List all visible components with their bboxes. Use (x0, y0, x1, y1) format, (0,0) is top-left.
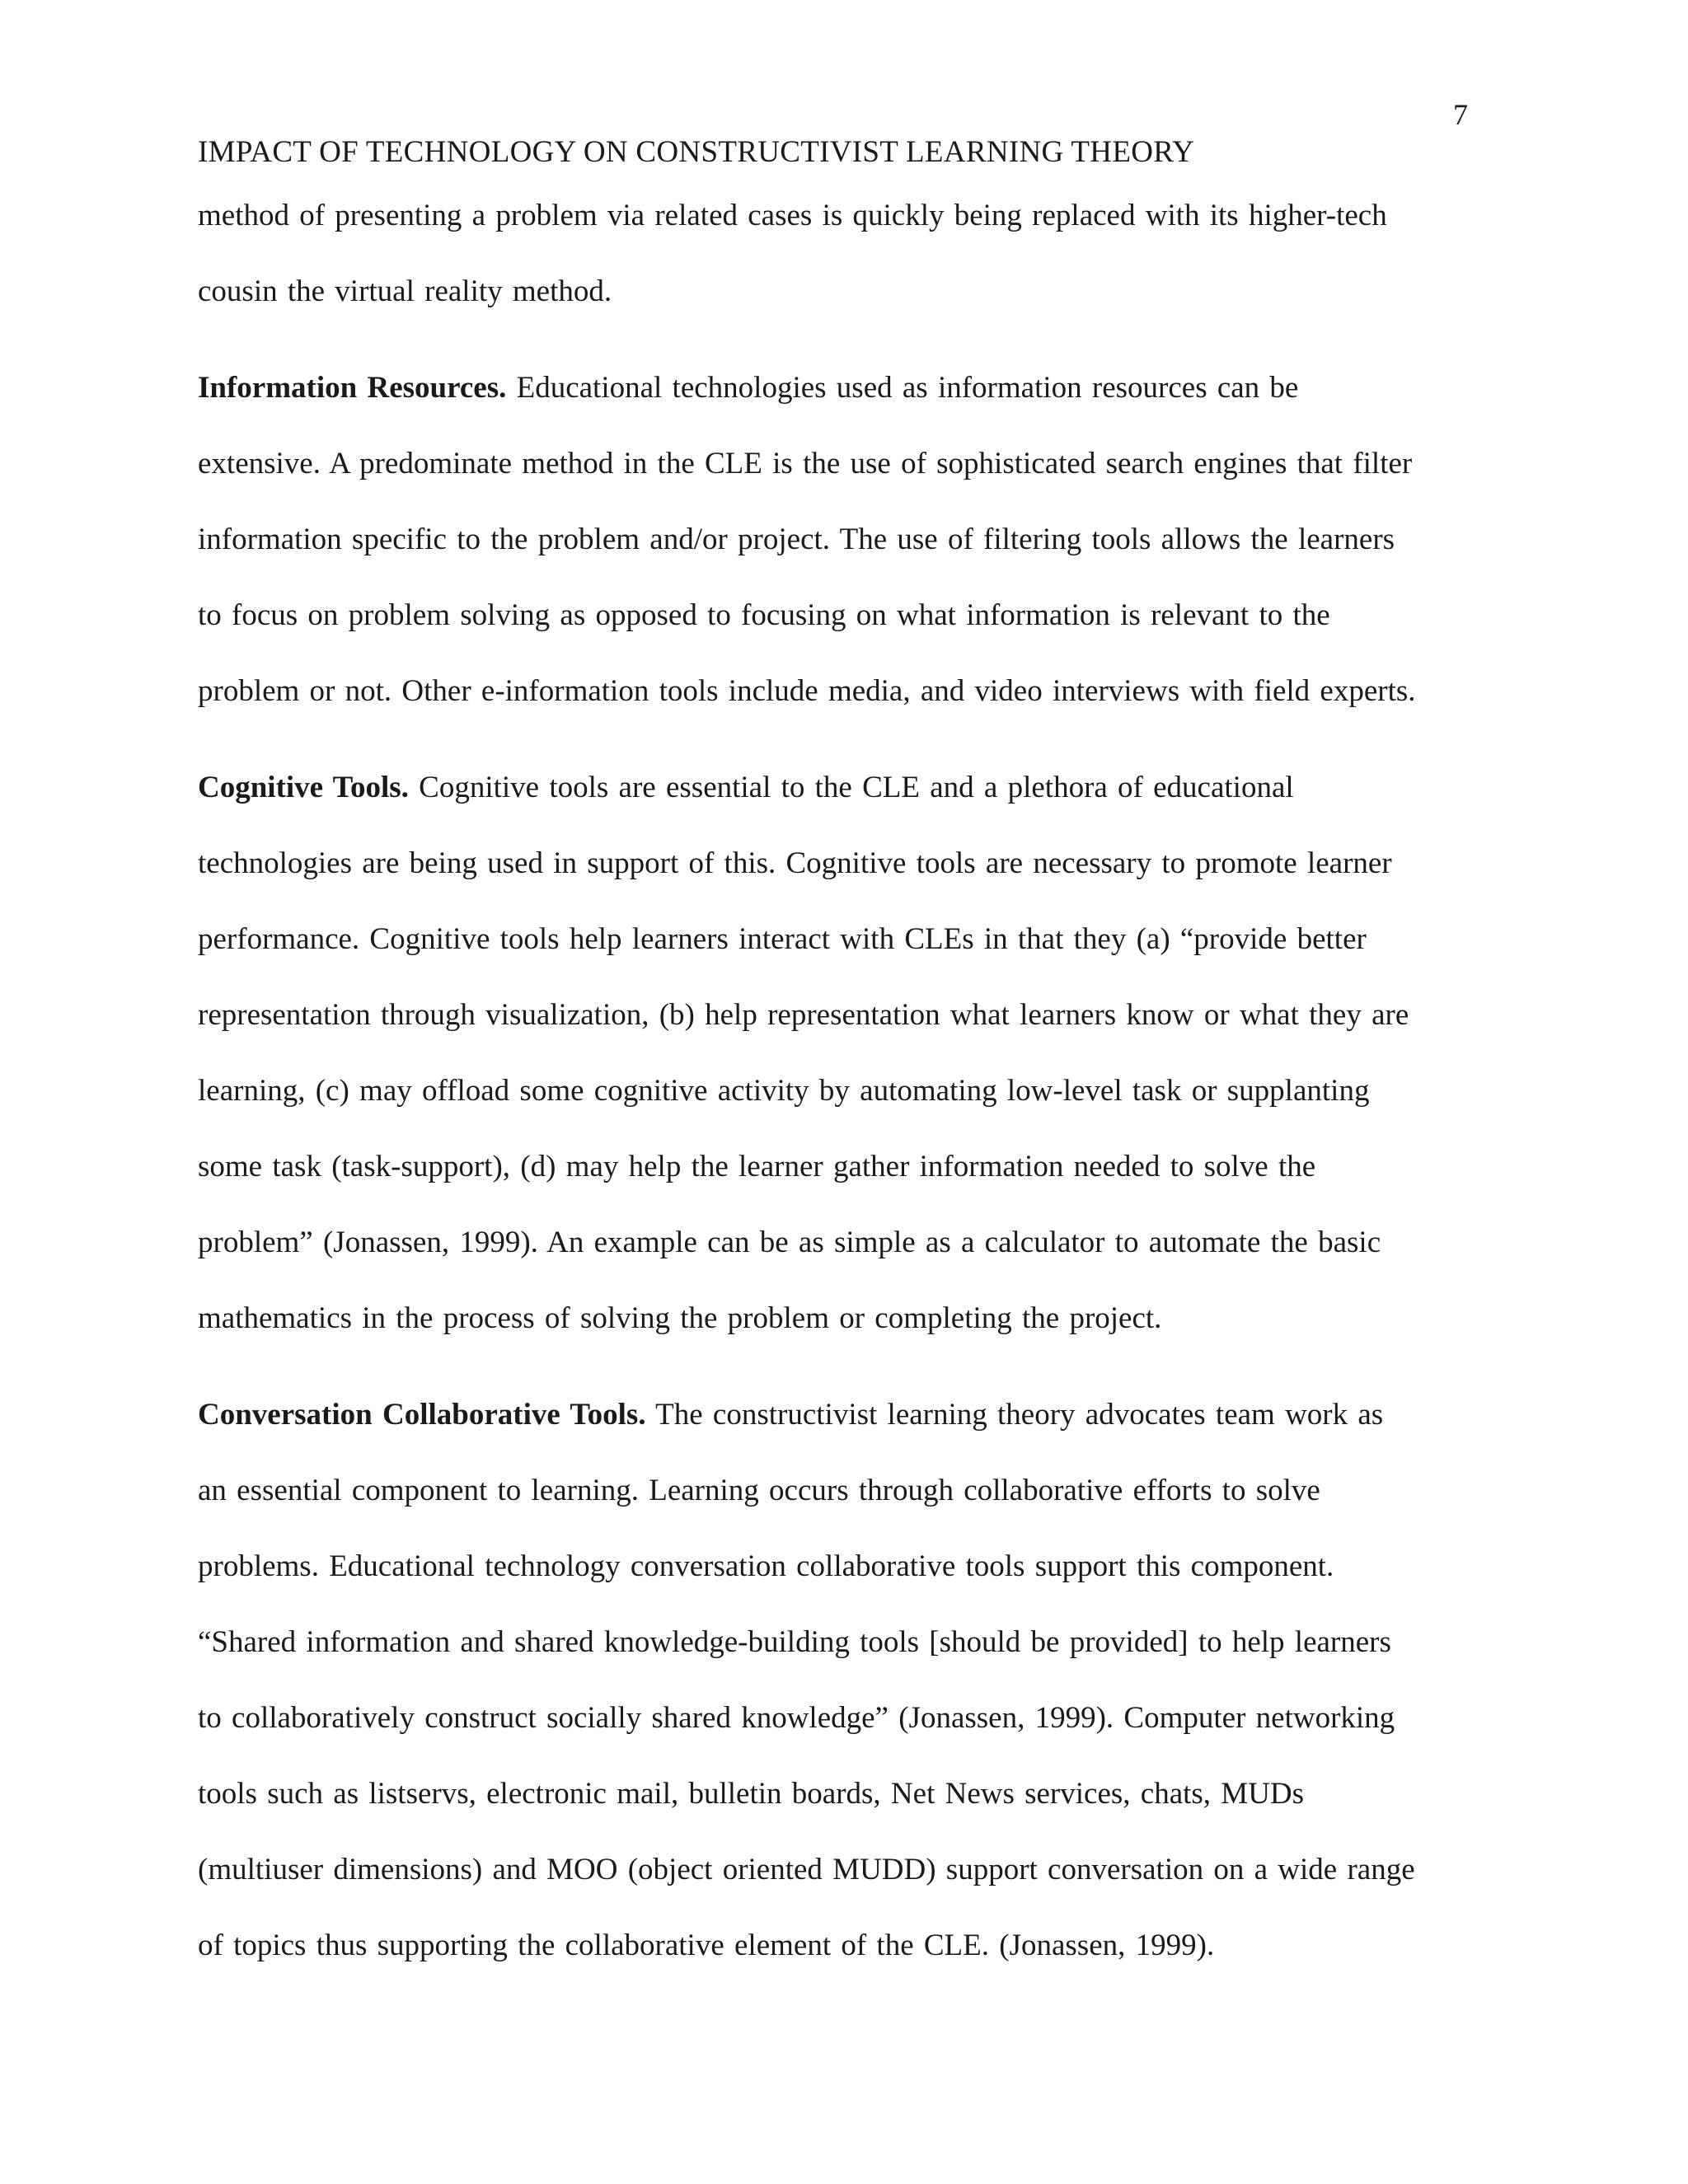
section-heading: Information Resources. (198, 371, 507, 405)
text-line: representation through visualization, (b) help representation what learners know or what they are (198, 998, 1409, 1032)
text-line: problem” (Jonassen, 1999). An example can be as simple as a calculator to automate the basic (198, 1226, 1381, 1259)
text-line: tools such as listservs, electronic mail, bulletin boards, Net News services, chats, MUDs (198, 1777, 1305, 1811)
document-body (198, 192, 1484, 1998)
section-heading: Conversation Collaborative Tools. (198, 1398, 646, 1432)
text-line: method of presenting a problem via related cases is quickly being replaced with its higher-tech (198, 199, 1387, 232)
running-head: IMPACT OF TECHNOLOGY ON CONSTRUCTIVIST LEARNING THEORY (198, 135, 1195, 169)
text-line: problems. Educational technology conversation collaborative tools support this component. (198, 1549, 1334, 1583)
text-line: some task (task-support), (d) may help the learner gather information needed to solve the (198, 1150, 1316, 1183)
text-line: performance. Cognitive tools help learners interact with CLEs in that they (a) “provide better (198, 922, 1367, 956)
text-line: extensive. A predominate method in the CLE is the use of sophisticated search engines that filter (198, 447, 1413, 480)
text-line: to collaboratively construct socially shared knowledge” (Jonassen, 1999). Computer networking (198, 1701, 1395, 1735)
text-line: The constructivist learning theory advocates team work as (645, 1398, 1384, 1432)
section-information-resources (198, 364, 1484, 764)
section-heading: Cognitive Tools. (198, 771, 409, 804)
text-line: learning, (c) may offload some cognitive activity by automating low-level task or supplanting (198, 1074, 1370, 1108)
section-conversation-collaborative-tools (198, 1391, 1484, 1998)
text-line: (multiuser dimensions) and MOO (object oriented MUDD) support conversation on a wide range (198, 1853, 1415, 1886)
text-line: of topics thus supporting the collaborative element of the CLE. (Jonassen, 1999). (198, 1929, 1215, 1962)
section-cognitive-tools (198, 764, 1484, 1391)
text-line: Cognitive tools are essential to the CLE and a plethora of educational (408, 771, 1294, 804)
text-line: problem or not. Other e-information tools include media, and video interviews with field experts. (198, 674, 1416, 708)
text-line: Educational technologies used as information resources can be (506, 371, 1299, 405)
text-line: mathematics in the process of solving the problem or completing the project. (198, 1301, 1162, 1335)
page-number: 7 (1453, 98, 1468, 131)
text-line: information specific to the problem and/or project. The use of filtering tools allows the learners (198, 523, 1395, 556)
text-line: an essential component to learning. Learning occurs through collaborative efforts to solve (198, 1474, 1320, 1507)
text-line: cousin the virtual reality method. (198, 274, 612, 308)
text-line: to focus on problem solving as opposed to focusing on what information is relevant to the (198, 598, 1330, 632)
intro-paragraph (198, 192, 1484, 364)
text-line: technologies are being used in support of this. Cognitive tools are necessary to promote learner (198, 846, 1392, 880)
text-line: “Shared information and shared knowledge-building tools [should be provided] to help learners (198, 1625, 1391, 1659)
